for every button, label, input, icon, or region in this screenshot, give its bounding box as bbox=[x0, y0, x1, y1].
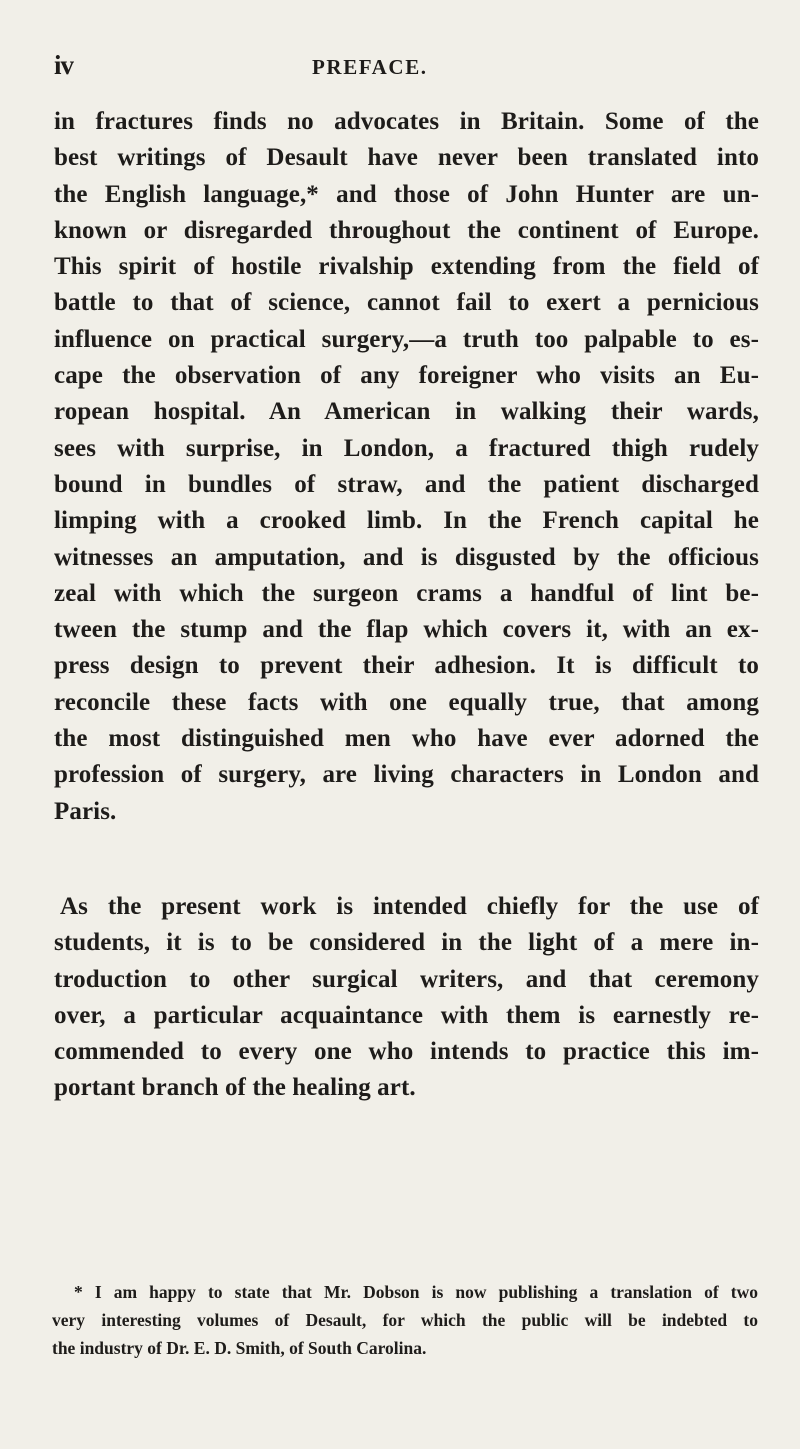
text-line: reconcile these facts with one equally true, that among bbox=[54, 688, 759, 716]
page-number: iv bbox=[54, 50, 74, 80]
text-line: in fractures finds no advocates in Britain. Some of the bbox=[54, 108, 759, 135]
text-line: profession of surgery, are living characters in London and bbox=[54, 761, 759, 789]
text-line: tween the stump and the flap which covers it, with an ex- bbox=[54, 616, 759, 644]
text-line: limping with a crooked limb. In the French capital he bbox=[54, 507, 759, 535]
text-line: sees with surprise, in London, a fractured thigh rudely bbox=[54, 434, 759, 462]
text-line: bound in bundles of straw, and the patient discharged bbox=[54, 470, 759, 498]
text-line: influence on practical surgery,—a truth too palpable to es- bbox=[54, 325, 759, 353]
paragraph-2 bbox=[54, 889, 759, 1107]
text-line: press design to prevent their adhesion. It is difficult to bbox=[54, 652, 759, 680]
text-line: This spirit of hostile rivalship extending from the field of bbox=[54, 253, 759, 281]
text-line: battle to that of science, cannot fail to exert a pernicious bbox=[54, 289, 759, 317]
running-head: PREFACE. bbox=[312, 55, 428, 79]
text-line: witnesses an amputation, and is disgusted by the officious bbox=[54, 543, 759, 571]
text-line: cape the observation of any foreigner who visits an Eu- bbox=[54, 362, 759, 390]
footnote-line: * I am happy to state that Mr. Dobson is now publishing a translation of two bbox=[74, 1282, 758, 1302]
text-line: students, it is to be considered in the light of a mere in- bbox=[54, 929, 759, 957]
text-line: known or disregarded throughout the continent of Europe. bbox=[54, 216, 759, 244]
text-line: over, a particular acquaintance with them is earnestly re- bbox=[54, 1001, 759, 1029]
footnote bbox=[52, 1278, 758, 1362]
footnote-line: very interesting volumes of Desault, for which the public will be indebted to bbox=[52, 1310, 758, 1330]
footnote-line: the industry of Dr. E. D. Smith, of South Carolina. bbox=[52, 1338, 427, 1358]
text-line: the English language,* and those of John Hunter are un- bbox=[54, 180, 759, 208]
paragraph-spacer bbox=[54, 830, 759, 889]
text-line: portant branch of the healing art. bbox=[54, 1074, 416, 1102]
page-header bbox=[54, 50, 754, 84]
text-line: best writings of Desault have never been translated into bbox=[54, 144, 759, 172]
body-text bbox=[54, 104, 759, 1107]
text-line: ropean hospital. An American in walking their wards, bbox=[54, 398, 759, 426]
text-line: Paris. bbox=[54, 797, 117, 825]
text-line: As the present work is intended chiefly for the use of bbox=[60, 892, 759, 920]
text-line: the most distinguished men who have ever adorned the bbox=[54, 725, 759, 753]
paragraph-1 bbox=[54, 104, 759, 830]
text-line: zeal with which the surgeon crams a handful of lint be- bbox=[54, 579, 759, 607]
text-line: troduction to other surgical writers, and that ceremony bbox=[54, 965, 759, 993]
text-line: commended to every one who intends to practice this im- bbox=[54, 1038, 759, 1066]
